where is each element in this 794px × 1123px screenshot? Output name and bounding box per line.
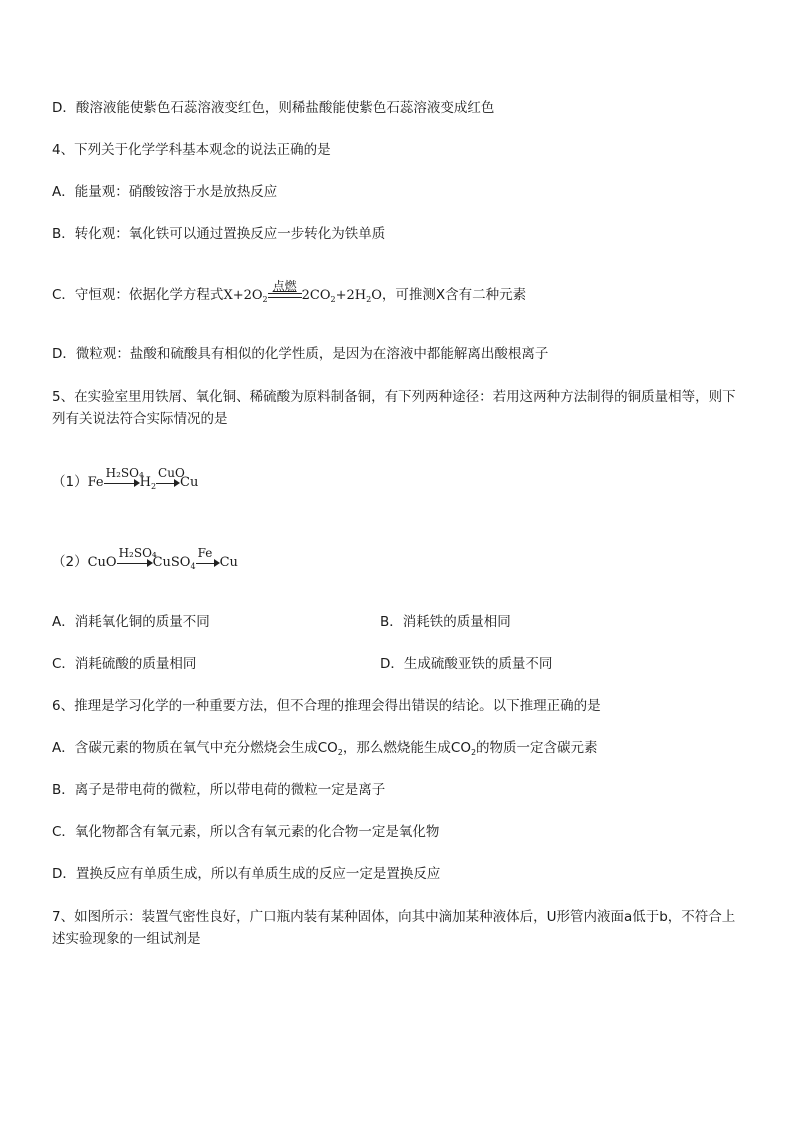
product-h2o-pre: +2H	[335, 288, 367, 303]
question-5-options-row-2	[52, 654, 744, 674]
route-2-middle: CuSO	[152, 555, 191, 570]
reactant-x: X+2O	[223, 288, 263, 303]
arrow-reagent: CuO	[158, 465, 185, 480]
reaction-condition	[268, 278, 302, 302]
route-1-middle: H	[139, 475, 151, 490]
question-6-option-d: D．置换反应有单质生成，所以有单质生成的反应一定是置换反应	[52, 866, 441, 882]
question-4-option-d: D．微粒观：盐酸和硫酸具有相似的化学性质，是因为在溶液中都能解离出酸根离子	[52, 346, 549, 362]
arrow-head	[147, 559, 153, 567]
subscript: 2	[150, 482, 157, 491]
question-5-option-c: C．消耗硫酸的质量相同	[52, 656, 197, 672]
subscript: 4	[190, 562, 196, 571]
option-a-part-2: ，那么燃烧能生成CO	[342, 740, 471, 756]
product-h2o-post: O	[371, 288, 382, 303]
question-6-option-a	[52, 738, 598, 763]
route-1-start: Fe	[87, 475, 104, 490]
equals-bar	[268, 293, 302, 298]
question-4-option-a: A．能量观：硝酸铵溶于水是放热反应	[52, 184, 278, 200]
route-1-equation	[87, 465, 199, 491]
question-5-options-row-1	[52, 612, 744, 632]
question-7-stem: 7、如图所示：装置气密性良好，广口瓶内装有某种固体，向其中滴加某种液体后，U形管内液面a低于b，不符合上述实验现象的一组试剂是	[52, 909, 736, 947]
question-5-option-a: A．消耗氧化铜的质量不同	[52, 614, 210, 630]
arrow-head	[174, 479, 180, 487]
question-5-stem: 5、在实验室里用铁屑、氧化铜、稀硫酸为原料制备铜，有下列两种途径：若用这两种方法制得的铜质量相等，则下列有关说法符合实际情况的是	[52, 389, 736, 427]
option-a-part-3: 的物质一定含碳元素	[476, 740, 598, 756]
arrow-reagent: H₂SO₄	[118, 545, 157, 560]
route-2-equation	[87, 545, 238, 571]
route-2-label: （2）	[52, 554, 88, 570]
product-co2: 2CO	[301, 288, 331, 303]
condition-label: 点燃	[272, 278, 297, 293]
subscript: 2	[330, 295, 336, 304]
route-2-start: CuO	[87, 555, 117, 570]
arrow-reagent: H₂SO₄	[105, 465, 144, 480]
route-2-end: Cu	[219, 555, 238, 570]
option-c-suffix: ，可推测X含有二种元素	[381, 287, 527, 303]
question-6-option-b: B．离子是带电荷的微粒，所以带电荷的微粒一定是离子	[52, 782, 386, 798]
subscript: 2	[337, 748, 343, 757]
arrow-head	[134, 479, 140, 487]
equation	[223, 278, 382, 304]
subscript: 2	[470, 748, 477, 757]
subscript: 2	[366, 295, 372, 304]
question-5-route-2	[52, 545, 238, 577]
route-1-end: Cu	[180, 475, 199, 490]
option-c-prefix: C．守恒观：依据化学方程式	[52, 287, 224, 303]
arrow-shaft	[117, 563, 149, 564]
subscript: 2	[262, 295, 268, 304]
question-4-option-b: B．转化观：氧化铁可以通过置换反应一步转化为铁单质	[52, 226, 386, 242]
arrow-reagent: Fe	[197, 545, 213, 560]
arrow-shaft	[156, 483, 176, 484]
arrow-shaft	[196, 563, 216, 564]
question-4-option-c	[52, 278, 527, 310]
option-a-part-1: A．含碳元素的物质在氧气中充分燃烧会生成CO	[52, 740, 338, 756]
arrow-head	[214, 559, 220, 567]
question-6-stem: 6、推理是学习化学的一种重要方法，但不合理的推理会得出错误的结论。以下推理正确的是	[52, 698, 601, 714]
question-4-stem: 4、下列关于化学学科基本观念的说法正确的是	[52, 142, 331, 158]
arrow-shaft	[104, 483, 136, 484]
arrow-h2so4	[117, 545, 157, 569]
question-5-option-d: D．生成硫酸亚铁的质量不同	[380, 656, 553, 672]
arrow-h2so4	[104, 465, 144, 489]
arrow-fe	[196, 545, 220, 569]
question-5-route-1	[52, 465, 199, 497]
route-1-label: （1）	[52, 474, 88, 490]
arrow-cuo	[156, 465, 185, 489]
question-5-option-b: B．消耗铁的质量相同	[380, 614, 511, 630]
question-3-option-d: D．酸溶液能使紫色石蕊溶液变红色，则稀盐酸能使紫色石蕊溶液变成红色	[52, 100, 495, 116]
question-6-option-c: C．氧化物都含有氧元素，所以含有氧元素的化合物一定是氧化物	[52, 824, 440, 840]
